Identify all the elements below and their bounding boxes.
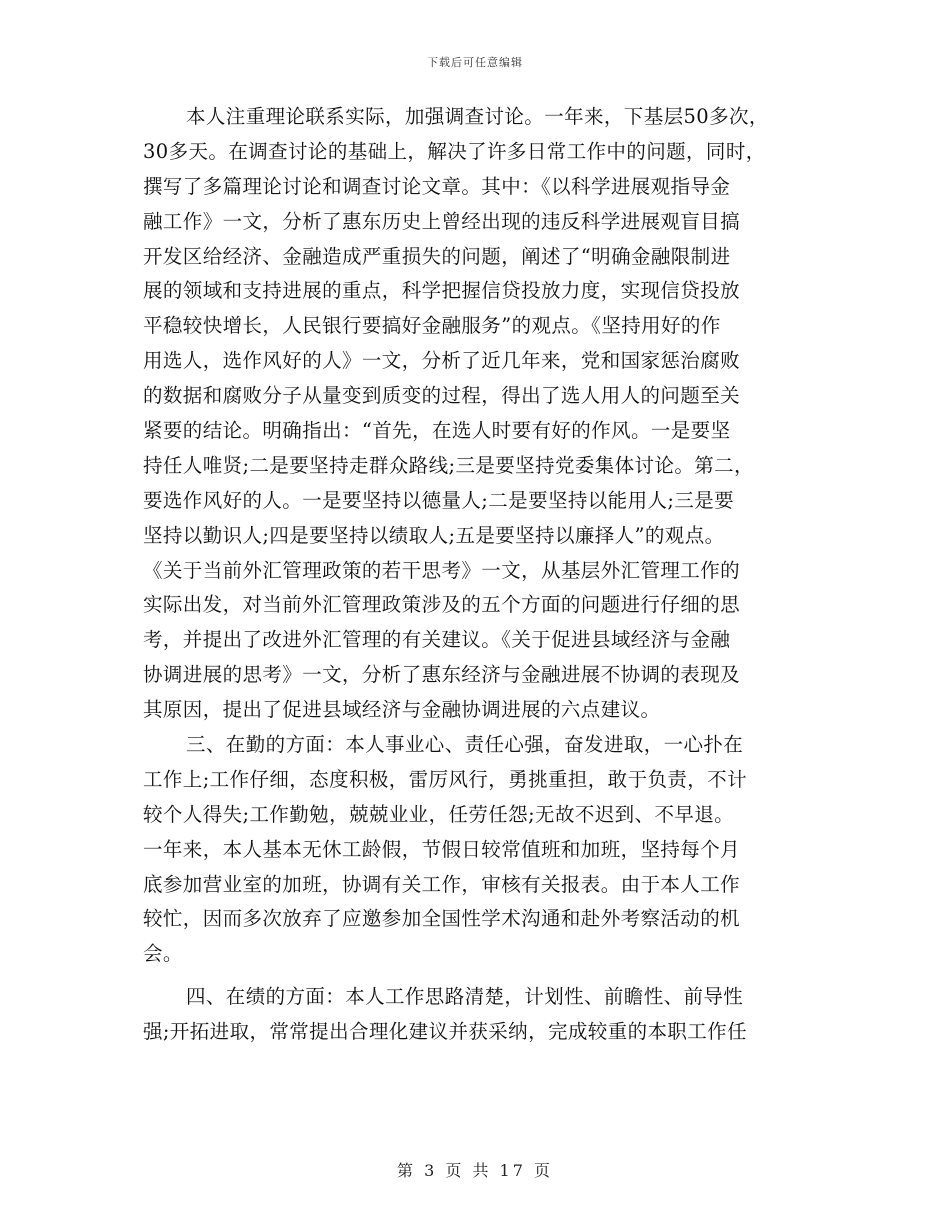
page-header-note: 下载后可任意编辑 [427,56,523,69]
body-line: 用选人，选作风好的人》一文，分析了近几年来，党和国家惩治腐败 [143,349,741,373]
body-line: 紧要的结论。明确指出：“首先，在选人时要有好的作风。一是要坚 [143,419,731,443]
body-line: 坚持以勤识人;四是要坚持以绩取人;五是要坚持以廉择人”的观点。 [143,523,725,547]
body-line: 撰写了多篇理论讨论和调查讨论文章。其中：《以科学进展观指导金 [143,174,731,198]
body-line: 一年来，本人基本无休工龄假，节假日较常值班和加班，坚持每个月 [143,837,741,861]
body-line: 开发区给经济、金融造成严重损失的问题，阐述了“明确金融限制进 [143,244,731,268]
section-4-first-line: 四、在绩的方面：本人工作思路清楚，计划性、前瞻性、前导性 [186,985,744,1009]
page-number: 第 3 页 共 17 页 [397,1161,553,1180]
body-line: 的数据和腐败分子从量变到质变的过程，得出了选人用人的问题至关 [143,384,741,408]
body-line: 会。 [143,942,183,966]
body-line: 本人注重理论联系实际，加强调查讨论。一年来，下基层50多次， [186,105,769,128]
section-3-first-line: 三、在勤的方面：本人事业心、责任心强，奋发进取，一心扑在 [186,733,744,757]
body-line: 展的领域和支持进展的重点，科学把握信贷投放力度，实现信贷投放 [143,279,741,303]
body-line: 30多天。在调查讨论的基础上，解决了许多日常工作中的问题，同时， [143,139,766,163]
body-line: 《关于当前外汇管理政策的若干思考》一文，从基层外汇管理工作的 [143,558,741,582]
body-line: 较个人得失;工作勤勉，兢兢业业，任劳任怨;无故不迟到、不早退。 [143,802,735,826]
body-line: 融工作》一文，分析了惠东历史上曾经出现的违反科学进展观盲目搞 [143,209,741,233]
body-line: 要选作风好的人。一是要坚持以德量人;二是要坚持以能用人;三是要 [143,488,735,512]
body-line: 持任人唯贤;二是要坚持走群众路线;三是要坚持党委集体讨论。第二， [143,453,754,477]
body-line: 考，并提出了改进外汇管理的有关建议。《关于促进县域经济与金融 [143,628,731,652]
body-line: 协调进展的思考》一文，分析了惠东经济与金融进展不协调的表现及 [143,663,741,687]
body-line: 底参加营业室的加班，协调有关工作，审核有关报表。由于本人工作 [143,872,741,896]
body-line: 其原因，提出了促进县域经济与金融协调进展的六点建议。 [143,698,661,722]
body-line: 工作上;工作仔细，态度积极，雷厉风行，勇挑重担，敢于负责，不计 [143,767,747,791]
body-line: 较忙，因而多次放弃了应邀参加全国性学术沟通和赴外考察活动的机 [143,907,741,931]
body-line: 平稳较快增长，人民银行要搞好金融服务”的观点。《坚持用好的作 [143,314,721,338]
document-body [143,100,808,1050]
body-line: 实际出发，对当前外汇管理政策涉及的五个方面的问题进行仔细的思 [143,593,741,617]
body-line: 强;开拓进取，常常提出合理化建议并获采纳，完成较重的本职工作任 [143,1020,747,1044]
